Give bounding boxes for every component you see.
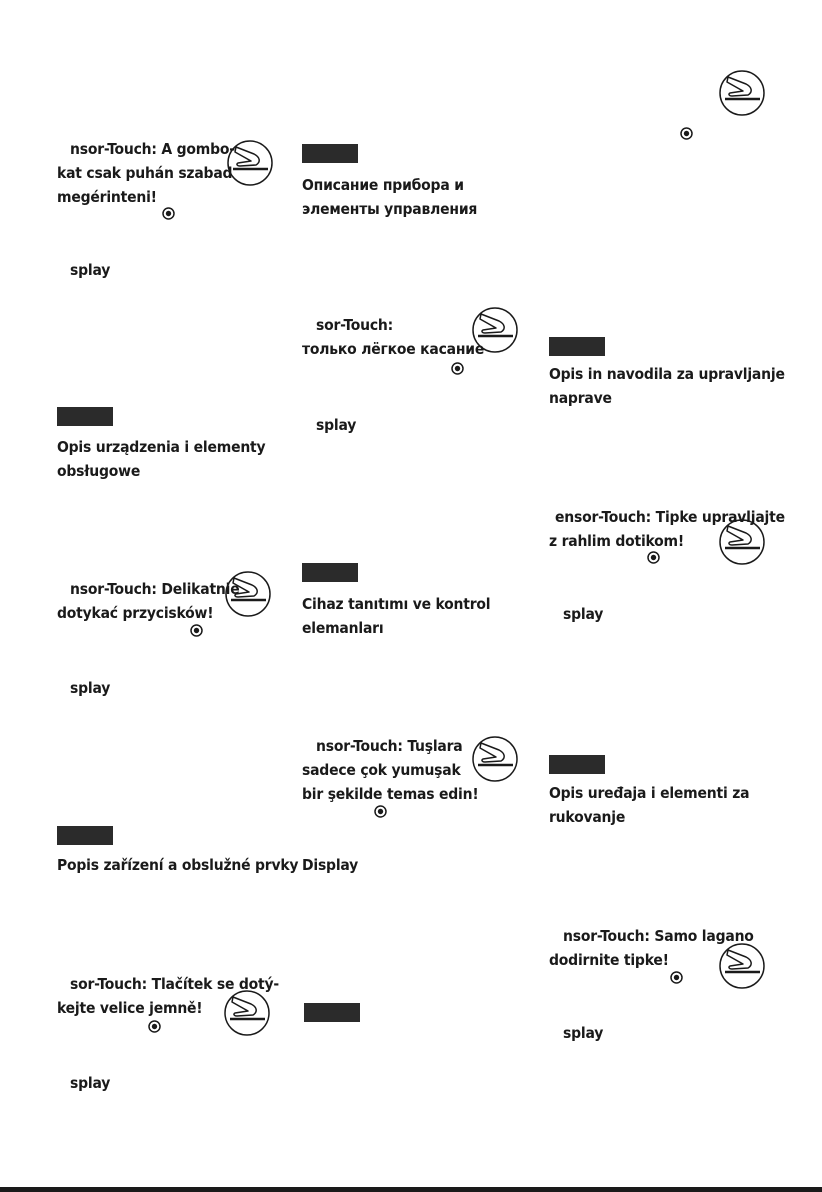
hr-section-bar — [549, 755, 605, 774]
tr-section-title-line1: Cihaz tanıtımı ve kontrol — [302, 595, 491, 613]
ru-section-title-line1: Описание прибора и — [302, 176, 464, 194]
sensor-touch-finger-icon — [472, 307, 518, 353]
ru-sensor-touch-line1: sor-Touch: — [316, 316, 394, 334]
ru-section-bar — [302, 144, 358, 163]
cz-section-title-line1: Popis zařízení a obslužné prvky — [57, 856, 299, 874]
tr-section-title-line2: elemanları — [302, 619, 384, 637]
circle-dot-button-icon — [148, 1020, 161, 1033]
hr-section-title-line1: Opis uređaja i elementi za — [549, 784, 750, 802]
hr-section-title-line2: rukovanje — [549, 808, 626, 826]
pl-section-title-line2: obsługowe — [57, 462, 141, 480]
circle-dot-button-icon — [190, 624, 203, 637]
hu-sensor-touch-line3: megérinteni! — [57, 188, 157, 206]
sensor-touch-finger-icon — [719, 943, 765, 989]
hr-display-label: splay — [563, 1024, 604, 1042]
sensor-touch-finger-icon — [719, 70, 765, 116]
circle-dot-button-icon — [670, 971, 683, 984]
circle-dot-button-icon — [451, 362, 464, 375]
pl-section-title-line1: Opis urządzenia i elementy — [57, 438, 266, 456]
hr-sensor-touch-line1: nsor-Touch: Samo lagano — [563, 927, 754, 945]
pl-sensor-touch-line1: nsor-Touch: Delikatnie — [70, 580, 240, 598]
cz-sensor-touch-line2: kejte velice jemně! — [57, 999, 203, 1017]
cz-display-label: splay — [70, 1074, 111, 1092]
cz-section-bar — [57, 826, 113, 845]
ru-display-label: splay — [316, 416, 357, 434]
sensor-touch-finger-icon — [227, 140, 273, 186]
hu-display-label: splay — [70, 261, 111, 279]
sl-section-bar — [549, 337, 605, 356]
cz-sensor-touch-line1: sor-Touch: Tlačítek se dotý- — [70, 975, 279, 993]
hu-sensor-touch-line1: nsor-Touch: A gombo- — [70, 140, 235, 158]
sensor-touch-finger-icon — [472, 736, 518, 782]
pl-section-bar — [57, 407, 113, 426]
hr-sensor-touch-line2: dodirnite tipke! — [549, 951, 669, 969]
sensor-touch-finger-icon — [224, 990, 270, 1036]
sl-section-title-line1: Opis in navodila za upravljanje — [549, 365, 785, 383]
sl-section-title-line2: naprave — [549, 389, 612, 407]
page-bottom-edge — [0, 1187, 822, 1192]
ru-section-title-line2: элементы управления — [302, 200, 478, 218]
section-bar — [304, 1003, 360, 1022]
tr-sensor-touch-line3: bir şekilde temas edin! — [302, 785, 479, 803]
circle-dot-button-icon — [647, 551, 660, 564]
tr-sensor-touch-line1: nsor-Touch: Tuşlara — [316, 737, 463, 755]
circle-dot-button-icon — [374, 805, 387, 818]
ru-sensor-touch-line2: только лёгкое касание — [302, 340, 485, 358]
tr-sensor-touch-line2: sadece çok yumuşak — [302, 761, 461, 779]
pl-sensor-touch-line2: dotykać przycisków! — [57, 604, 214, 622]
circle-dot-button-icon — [680, 127, 693, 140]
sl-display-label: splay — [563, 605, 604, 623]
pl-display-label: splay — [70, 679, 111, 697]
tr-section-bar — [302, 563, 358, 582]
sl-sensor-touch-line2: z rahlim dotikom! — [549, 532, 685, 550]
circle-dot-button-icon — [162, 207, 175, 220]
sl-sensor-touch-line1: ensor-Touch: Tipke upravljajte — [555, 508, 785, 526]
hu-sensor-touch-line2: kat csak puhán szabad — [57, 164, 233, 182]
tr-display-label: Display — [302, 856, 359, 874]
sensor-touch-finger-icon — [225, 571, 271, 617]
sensor-touch-finger-icon — [719, 519, 765, 565]
